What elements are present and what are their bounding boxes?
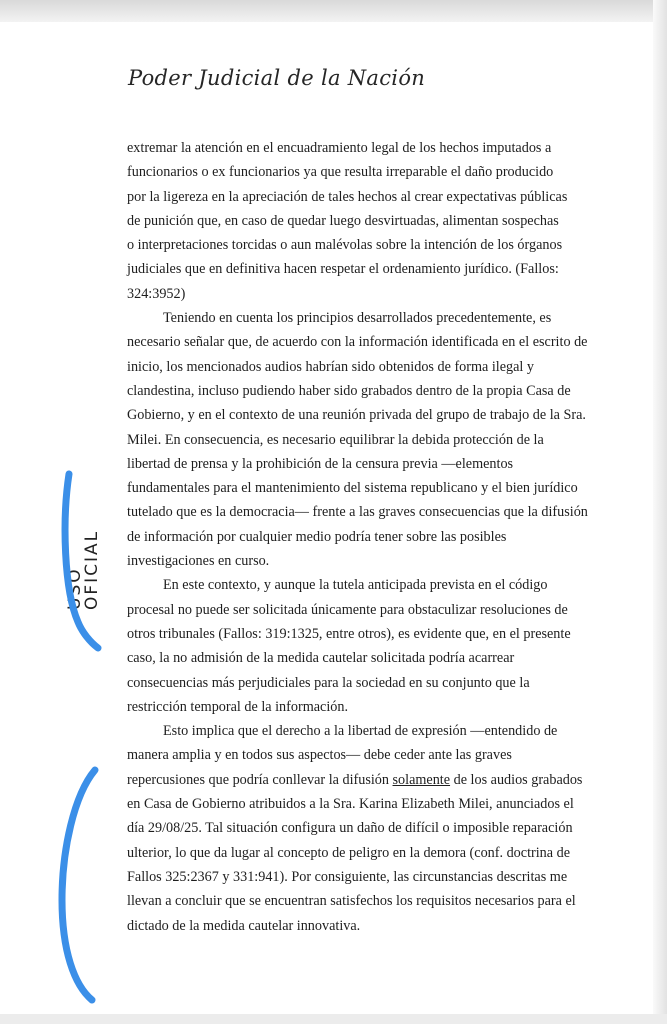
institution-header: Poder Judicial de la Nación	[128, 66, 426, 90]
paragraph-line: de punición que, en caso de quedar luego desvirtuadas, alimentan sospechas	[127, 212, 559, 229]
paragraph-line: inicio, los mencionados audios habrían sido obtenidos de forma ilegal y	[127, 358, 535, 375]
paragraph-line: Teniendo en cuenta los principios desarrollados precedentemente, es	[163, 310, 552, 327]
paragraph-line: caso, la no admisión de la medida cautelar solicitada podría acarrear	[127, 650, 515, 667]
paragraph-4	[127, 719, 617, 938]
paragraph-4-line-text: de los audios grabados	[453, 771, 583, 788]
stamp-line-1: USO	[65, 567, 85, 610]
paragraph-line: fundamentales para el mantenimiento del sistema republicano y el bien jurídico	[127, 480, 578, 497]
paragraph-4-line	[127, 889, 617, 913]
blue-marker-bracket-lower	[62, 770, 95, 1000]
paragraph-line: clandestina, incluso pudiendo haber sido grabados dentro de la propia Casa de	[127, 382, 571, 399]
paragraph-line: o interpretaciones torcidas o aun malévolas sobre la intención de los órganos	[127, 237, 563, 254]
blue-marker-bracket-upper	[65, 474, 102, 648]
paragraph-line: otros tribunales (Fallos: 319:1325, entre otros), es evidente que, en el presente	[127, 625, 571, 642]
paragraph-line: investigaciones en curso.	[127, 553, 270, 570]
paragraph-3	[127, 573, 617, 719]
paragraph-4-line-text: llevan a concluir que se encuentran satisfechos los requisitos necesarios para el	[127, 893, 576, 910]
paragraph-4-line-text: repercusiones que podría conllevar la difusión	[127, 771, 389, 788]
paragraph-line: procesal no puede ser solicitada únicamente para obstaculizar resoluciones de	[127, 601, 568, 618]
paragraph-4-line-text: manera amplia y en todos sus aspectos— debe ceder ante las graves	[127, 747, 512, 764]
paragraph-line: En este contexto, y aunque la tutela anticipada prevista en el código	[163, 577, 548, 594]
underlined-word: solamente	[392, 771, 451, 788]
paragraph-2	[127, 306, 617, 573]
document-body	[127, 136, 617, 938]
paragraph-4-line	[127, 743, 617, 767]
paragraph-4-line	[127, 865, 617, 889]
paragraph-line: judiciales que en definitiva hacen respetar el ordenamiento jurídico. (Fallos:	[127, 261, 559, 278]
stamp-line-2: OFICIAL	[82, 529, 102, 610]
paragraph-line: extremar la atención en el encuadramiento legal de los hechos imputados a	[127, 140, 552, 156]
paragraph-4-line	[127, 792, 617, 816]
paragraph-4-line-text: Fallos 325:2367 y 331:941). Por consiguiente, las circunstancias descritas me	[127, 868, 568, 885]
paragraph-4-line-text: en Casa de Gobierno atribuidos a la Sra. Karina Elizabeth Milei, anunciados el	[127, 796, 574, 813]
paragraph-4-line	[127, 768, 617, 792]
paragraph-4-line-text: dictado de la medida cautelar innovativa.	[127, 917, 361, 934]
paragraph-line: por la ligereza en la apreciación de tales hechos al crear expectativas públicas	[127, 188, 568, 205]
paragraph-line: Gobierno, y en el contexto de una reunión privada del grupo de trabajo de la Sra.	[127, 407, 586, 424]
paragraph-line: tutelado que es la democracia— frente a las graves consecuencias que la difusión	[127, 504, 588, 521]
paragraph-1	[127, 136, 617, 306]
paragraph-line: necesario señalar que, de acuerdo con la información identificada en el escrito de	[127, 334, 588, 351]
paragraph-4-line	[127, 841, 617, 865]
paragraph-4-line	[127, 816, 617, 840]
paragraph-4-line	[127, 914, 617, 938]
paragraph-line: de información por cualquier medio podría tener sobre las posibles	[127, 528, 507, 545]
paragraph-4-line-text: Esto implica que el derecho a la libertad de expresión —entendido de	[163, 723, 558, 740]
paragraph-line: libertad de prensa y la prohibición de la censura previa —elementos	[127, 455, 514, 472]
paragraph-line: restricción temporal de la información.	[127, 698, 349, 715]
paragraph-line: funcionarios o ex funcionarios ya que resulta irreparable el daño producido	[127, 164, 554, 181]
paragraph-line: 324:3952)	[127, 285, 186, 302]
paragraph-4-line-text: ulterior, lo que da lugar al concepto de peligro en la demora (conf. doctrina de	[127, 844, 571, 861]
paragraph-4-line-text: día 29/08/25. Tal situación configura un daño de difícil o imposible reparación	[127, 820, 573, 837]
paragraph-4-line	[127, 719, 617, 743]
paragraph-line: consecuencias más perjudiciales para la sociedad en su conjunto que la	[127, 674, 530, 691]
paragraph-line: Milei. En consecuencia, es necesario equilibrar la debida protección de la	[127, 431, 544, 448]
